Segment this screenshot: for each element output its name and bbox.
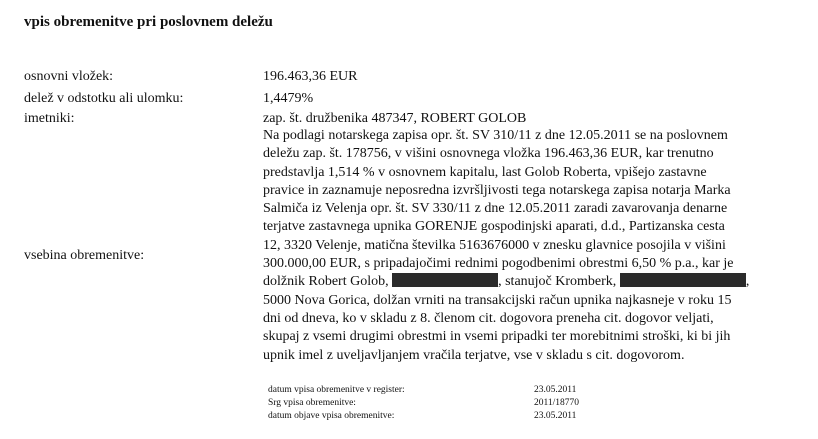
srg-label: Srg vpisa obremenitve: bbox=[268, 398, 356, 408]
content-line: upnik imel z uveljavljanjem vračila terjatve, vse v skladu s cit. dogovorom. bbox=[263, 347, 685, 363]
share-percentage-value: 1,4479% bbox=[263, 91, 314, 106]
content-line: predstavlja 1,514 % v osnovnem kapitalu, last Golob Roberta, vpišejo zastavne bbox=[263, 164, 707, 180]
publication-date-label: datum objave vpisa obremenitve: bbox=[268, 411, 395, 421]
redaction-block bbox=[392, 273, 498, 287]
content-line-redacted bbox=[263, 273, 811, 291]
encumbrance-content-text bbox=[263, 127, 811, 365]
holders-value: zap. št. družbenika 487347, ROBERT GOLOB bbox=[263, 111, 527, 126]
debtor-text: dolžnik Robert Golob, bbox=[263, 274, 389, 290]
redaction-block bbox=[620, 273, 746, 287]
registration-date-label: datum vpisa obremenitve v register: bbox=[268, 385, 405, 395]
publication-date-value: 23.05.2011 bbox=[534, 411, 577, 421]
basic-deposit-label: osnovni vložek: bbox=[24, 69, 114, 84]
content-line: deležu zap. št. 178756, v višini osnovnega vložka 196.463,36 EUR, kar trenutno bbox=[263, 146, 714, 162]
encumbrance-content-label: vsebina obremenitve: bbox=[24, 248, 145, 263]
content-line: terjatve zastavnega upnika GORENJE gospodinjski aparati, d.d., Partizanska cesta bbox=[263, 219, 725, 235]
basic-deposit-value: 196.463,36 EUR bbox=[263, 69, 358, 84]
content-line: Salmiča iz Velenja opr. št. SV 330/11 z dne 12.05.2011 zaradi zavarovanja denarne bbox=[263, 201, 728, 217]
content-line: dni od dneva, ko v skladu z 8. členom cit. dogovora preneha cit. dogovor veljati, bbox=[263, 310, 714, 326]
comma-text: , bbox=[745, 274, 750, 290]
residence-text: , stanujoč Kromberk, bbox=[498, 274, 617, 290]
content-line: 5000 Nova Gorica, dolžan vrniti na transakcijski račun upnika najkasneje v roku 15 bbox=[263, 292, 732, 308]
content-line: skupaj z vsemi drugimi obrestmi in vsemi pripadki ter morebitnimi stroški, ki bi jih bbox=[263, 329, 731, 345]
content-line: Na podlagi notarskega zapisa opr. št. SV 310/11 z dne 12.05.2011 se na poslovnem bbox=[263, 128, 728, 143]
section-title: vpis obremenitve pri poslovnem deležu bbox=[24, 14, 273, 30]
srg-value: 2011/18770 bbox=[534, 398, 580, 408]
content-line: 12, 3320 Velenje, matična številka 5163676000 v znesku glavnice posojila v višini bbox=[263, 237, 726, 253]
content-line: pravice in zaznamuje neposredna izvršljivosti tega notarskega zapisa notarja Marka bbox=[263, 182, 731, 198]
holders-label: imetniki: bbox=[24, 111, 75, 126]
content-line: 300.000,00 EUR, s pripadajočimi rednimi pogodbenimi obrestmi 6,50 % p.a., kar je bbox=[263, 256, 734, 272]
share-percentage-label: delež v odstotku ali ulomku: bbox=[24, 91, 184, 106]
registration-date-value: 23.05.2011 bbox=[534, 385, 577, 395]
